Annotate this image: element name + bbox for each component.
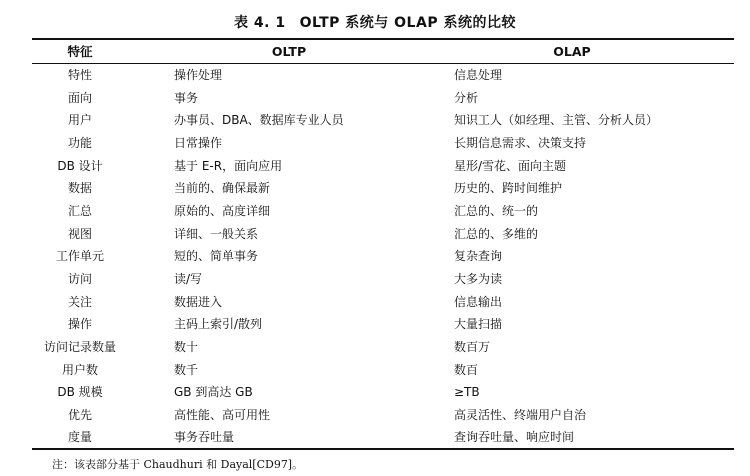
oltp-cell: 办事员、DBA、数据库专业人员 [174,113,344,128]
table-number: 表 4. 1 [234,15,286,31]
header-feature: 特征 [67,44,93,60]
feature-cell: 数据 [67,181,92,196]
table-row [32,131,734,154]
oltp-cell: 数千 [174,362,199,377]
oltp-cell: 短的、简单事务 [174,249,259,264]
oltp-cell: 事务 [174,90,199,105]
oltp-cell: 详细、一般关系 [174,226,259,241]
feature-cell: DB 规模 [57,385,103,400]
olap-cell: 信息输出 [454,294,503,309]
table-row [32,290,734,313]
table-row [32,267,734,290]
feature-cell: DB 设计 [57,158,103,173]
olap-cell: 数百 [454,362,479,377]
feature-cell: 功能 [67,135,92,150]
olap-cell: 信息处理 [454,68,503,83]
olap-cell: 汇总的、多维的 [454,226,539,241]
feature-cell: 优先 [67,408,92,423]
table-row [32,403,734,426]
olap-cell: 历史的、跨时间维护 [454,181,563,196]
table-row [32,222,734,245]
table-title [0,12,750,32]
table-row [32,154,734,177]
feature-cell: 访问 [67,272,92,287]
table-row [32,335,734,358]
oltp-cell: 事务吞吐量 [174,430,235,445]
oltp-cell: 数据进入 [174,294,223,309]
table-row [32,176,734,199]
feature-cell: 工作单元 [55,249,104,264]
olap-cell: 分析 [454,90,479,105]
oltp-cell: 数十 [174,340,199,355]
oltp-cell: 主码上索引/散列 [174,317,263,332]
oltp-cell: 当前的、确保最新 [174,181,271,196]
oltp-cell: 操作处理 [174,68,223,83]
header-olap: OLAP [553,43,591,59]
oltp-cell: 高性能、高可用性 [174,408,271,423]
olap-cell: 数百万 [454,340,491,355]
olap-cell: 长期信息需求、决策支持 [454,135,587,150]
olap-cell: 高灵活性、终端用户自治 [454,408,587,423]
table-row [32,63,734,86]
oltp-cell: 读/写 [174,272,203,287]
feature-cell: 度量 [67,430,92,445]
olap-cell: 星形/雪花、面向主题 [454,158,567,173]
feature-cell: 特性 [67,68,92,83]
table-row [32,86,734,109]
olap-cell: 复杂查询 [454,249,503,264]
table-row [32,381,734,404]
olap-cell: 大多为读 [454,272,503,287]
oltp-cell: GB 到高达 GB [174,385,253,400]
olap-cell: 汇总的、统一的 [454,203,539,218]
table-body [32,63,734,449]
olap-cell: 大量扫描 [454,317,503,332]
table-header-row [32,39,734,63]
table-caption: OLTP 系统与 OLAP 系统的比较 [299,15,516,31]
feature-cell: 用户数 [61,362,98,377]
olap-cell: 查询吞吐量、响应时间 [454,430,575,445]
feature-cell: 关注 [67,294,92,309]
table-row [32,426,734,449]
feature-cell: 操作 [67,317,92,332]
table-footnote: 注：该表部分基于 Chaudhuri 和 Dayal[CD97]。 [52,458,304,471]
table-row [32,313,734,336]
oltp-cell: 原始的、高度详细 [174,203,271,218]
table-row [32,245,734,268]
table-row [32,358,734,381]
feature-cell: 访问记录数量 [43,340,116,355]
feature-cell: 用户 [67,113,92,128]
feature-cell: 视图 [67,226,92,241]
comparison-table [32,38,734,450]
oltp-cell: 日常操作 [174,135,223,150]
olap-cell: ≥TB [454,384,480,399]
table-row [32,108,734,131]
header-oltp: OLTP [271,43,307,59]
oltp-cell: 基于 E-R，面向应用 [174,158,283,173]
feature-cell: 汇总 [67,203,92,218]
table-row [32,199,734,222]
olap-cell: 知识工人（如经理、主管、分析人员） [454,113,659,128]
feature-cell: 面向 [67,90,92,105]
